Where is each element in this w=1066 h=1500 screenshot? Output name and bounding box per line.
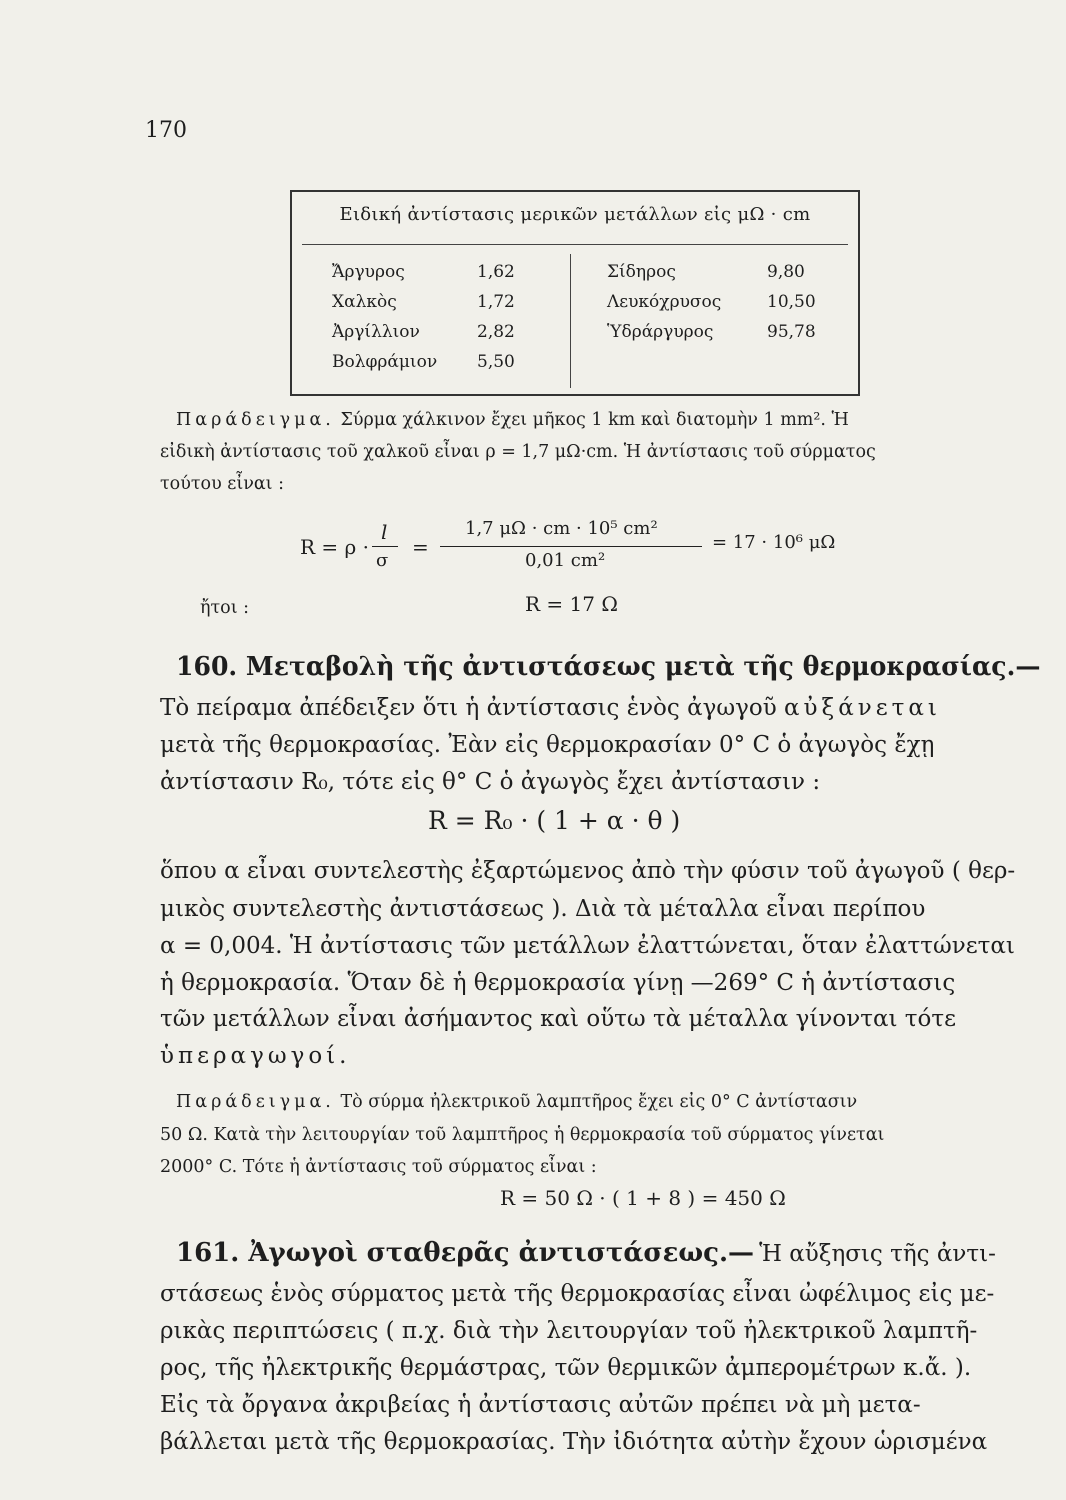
formula-numerator: 1,7 μΩ · cm · 10⁵ cm² [465,518,658,539]
table-row [607,262,847,290]
table-row [607,292,847,320]
table-row [607,322,847,350]
formula-lhs: R = ρ · [300,535,370,559]
table-row [332,322,562,350]
section-161-heading-line [176,1238,996,1268]
example2-line3: 2000° C. Τότε ἡ ἀντίστασις τοῦ σύρματος εἶναι : [160,1157,597,1177]
example2-line2: 50 Ω. Κατὰ τὴν λειτουργίαν τοῦ λαμπτῆρος ἡ θερμοκρασία τοῦ σύρματος γίνεται [160,1125,885,1145]
etoi-label: ἤτοι : [200,598,250,618]
section160-line2: μετὰ τῆς θερμοκρασίας. Ἐὰν εἰς θερμοκρασίαν 0° C ὁ ἀγωγὸς ἔχῃ [160,732,935,758]
fraction-bar-main [440,546,702,547]
section160-line8: τῶν μετάλλων εἶναι ἀσήμαντος καὶ οὕτω τὰ μέταλλα γίνονται τότε [160,1006,957,1032]
table-header-rule [302,244,848,245]
metal-name: Χαλκὸς [332,292,397,312]
section160-line9: ὑπεραγωγοί. [160,1043,351,1069]
section160-line6: α = 0,004. Ἡ ἀντίστασις τῶν μετάλλων ἐλαττώνεται, ὅταν ἐλαττώνεται [160,933,1015,959]
resistivity-table [290,190,860,396]
formula-eq: = [412,535,429,559]
formula-result: = 17 · 10⁶ μΩ [712,532,836,553]
table-row [332,262,562,290]
section160-line1 [160,695,941,721]
section-160-heading: 160. Μεταβολὴ τῆς ἀντιστάσεως μετὰ τῆς θερμοκρασίας.— [176,652,1041,682]
result-formula: R = 17 Ω [525,592,618,616]
example-label: Παράδειγμα. [176,410,335,430]
section161-line5: βάλλεται μετὰ τῆς θερμοκρασίας. Τὴν ἰδιότητα αὐτὴν ἔχουν ὡρισμένα [160,1429,988,1455]
section161-line4: Εἰς τὰ ὄργανα ἀκριβείας ἡ ἀντίστασις αὐτῶν πρέπει νὰ μὴ μετα- [160,1392,921,1418]
example1-line2: εἰδικὴ ἀντίστασις τοῦ χαλκοῦ εἶναι ρ = 1,7 μΩ·cm. Ἡ ἀντίστασις τοῦ σύρματος [160,442,876,462]
metal-name: Σίδηρος [607,262,676,282]
table-title: Ειδική ἀντίστασις μερικῶν μετάλλων εἰς μΩ · cm [339,204,811,225]
section161-line1: στάσεως ἑνὸς σύρματος μετὰ τῆς θερμοκρασίας εἶναι ὠφέλιμος εἰς με- [160,1281,995,1307]
section161-line2: ρικὰς περιπτώσεις ( π.χ. διὰ τὴν λειτουργίαν τοῦ ἠλεκτρικοῦ λαμπτῆ- [160,1318,978,1344]
section160-line7: ἡ θερμοκρασία. Ὅταν δὲ ἡ θερμοκρασία γίνῃ —269° C ἡ ἀντίστασις [160,970,956,996]
fraction-bar-small [372,546,398,547]
example-label: Παράδειγμα. [176,1092,335,1112]
metal-name: Λευκόχρυσος [607,292,722,312]
section161-heading-rest: Ἡ αὔξησις τῆς ἀντι- [759,1241,996,1267]
metal-value: 5,50 [477,352,515,372]
metal-name: Ἀργίλλιον [332,322,420,342]
example1-text: Σύρμα χάλκινον ἔχει μῆκος 1 km καὶ διατομὴν 1 mm². Ἡ [340,410,849,430]
metal-value: 1,72 [477,292,515,312]
metal-value: 10,50 [767,292,816,312]
section160-line3: ἀντίστασιν R₀, τότε εἰς θ° C ὁ ἀγωγὸς ἔχει ἀντίστασιν : [160,769,821,795]
emphasis-word: αὐξάνεται [784,695,941,721]
metal-name: Ὑδράργυρος [607,322,714,342]
formula-denominator: 0,01 cm² [525,550,606,571]
table-row [332,352,562,380]
example2-formula: R = 50 Ω · ( 1 + 8 ) = 450 Ω [500,1186,786,1210]
example1-line3: τούτου εἶναι : [160,474,284,494]
metal-value: 9,80 [767,262,805,282]
metal-value: 95,78 [767,322,816,342]
formula-sigma: σ [376,550,389,571]
section160-line5: μικὸς συντελεστὴς ἀντιστάσεως ). Διὰ τὰ μέταλλα εἶναι περίπου [160,896,926,922]
metal-value: 1,62 [477,262,515,282]
section161-line3: ρος, τῆς ἠλεκτρικῆς θερμάστρας, τῶν θερμικῶν ἀμπερομέτρων κ.ἄ. ). [160,1355,972,1381]
example2-line1 [176,1092,857,1112]
table-row [332,292,562,320]
formula-l: l [381,520,388,544]
section-161-heading: 161. Ἀγωγοὶ σταθερᾶς ἀντιστάσεως.— [176,1238,755,1268]
example2-text: Τὸ σύρμα ἠλεκτρικοῦ λαμπτῆρος ἔχει εἰς 0° C ἀντίστασιν [340,1092,858,1112]
metal-name: Βολφράμιον [332,352,438,372]
section160-text: Τὸ πείραμα ἀπέδειξεν ὅτι ἡ ἀντίστασις ἑνὸς ἀγωγοῦ [160,695,777,721]
page-number: 170 [145,118,187,143]
section160-line4: ὅπου α εἶναι συντελεστὴς ἐξαρτώμενος ἀπὸ τὴν φύσιν τοῦ ἀγωγοῦ ( θερ- [160,858,1016,884]
metal-value: 2,82 [477,322,515,342]
table-column-divider [570,254,571,388]
example1-line1 [176,410,849,430]
section160-formula: R = R₀ · ( 1 + α · θ ) [428,806,681,835]
metal-name: Ἄργυρος [332,262,405,282]
